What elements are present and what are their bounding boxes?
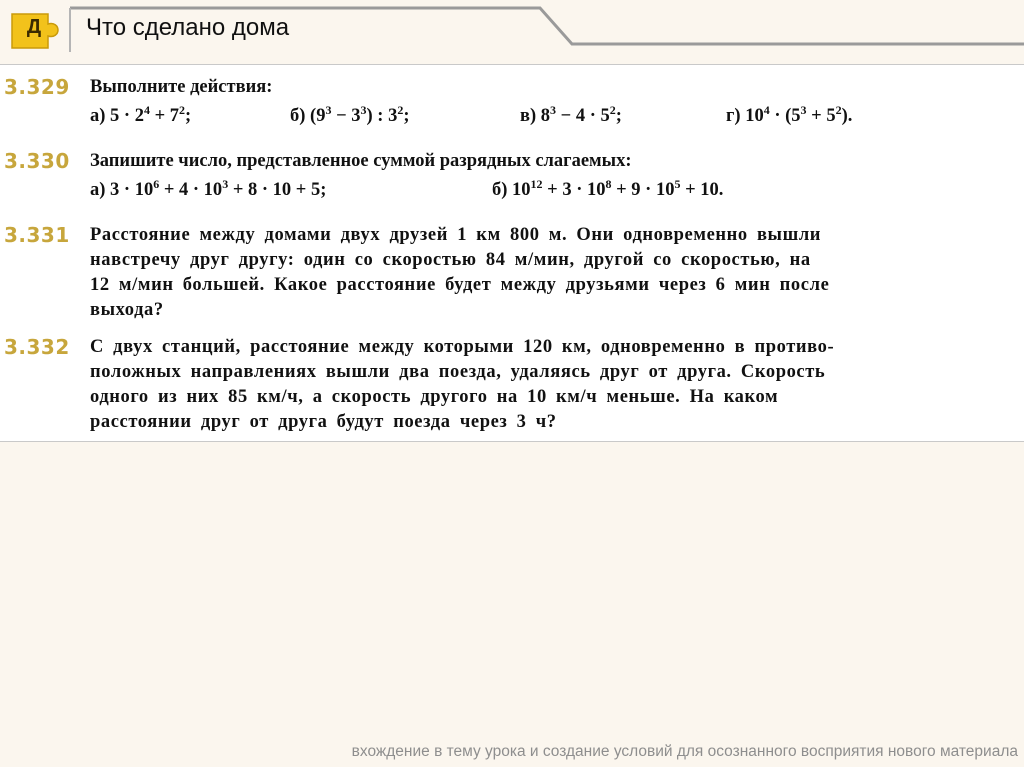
text-line: навстречу друг другу: один со скоростью 84 м/мин, другой со скоростью, на [90, 250, 811, 270]
expression-row [90, 104, 1020, 133]
slide-header [0, 0, 1024, 60]
expression-item-a: а) $3 \cdot 10^6 + 4 \cdot 10^3 + 8 \cdot 10 + 5$; [90, 177, 327, 200]
text-line: выхода? [90, 300, 164, 320]
expression-item-a: а) $5 \cdot 2^4 + 7^2$; [90, 103, 192, 126]
problem-prompt: Запишите число, представленное суммой разрядных слагаемых: [90, 151, 632, 171]
expression-item-b: б) $10^{12} + 3 \cdot 10^8 + 9 \cdot 10^5 + 10$. [492, 177, 724, 200]
expression-item-b: б) $(9^3 - 3^3)$ : $3^2$; [290, 103, 410, 126]
text-line: положных направлениях вышли два поезда, удаляясь друг от друга. Скорость [90, 362, 826, 382]
text-line: 12 м/мин большей. Какое расстояние будет между друзьями через 6 мин после [90, 275, 830, 295]
text-line: одного из них 85 км/ч, а скорость другого на 10 км/ч меньше. На каком [90, 387, 779, 407]
expression-item-g: г) $10^4 \cdot (5^3 + 5^2)$. [726, 103, 853, 126]
problem-text [90, 223, 1020, 323]
expression-item-v: в) $8^3 - 4 \cdot 5^2$; [520, 103, 622, 126]
footer-caption: вхождение в тему урока и создание условий для осознанного восприятия нового материала [351, 743, 1018, 760]
text-line: Расстояние между домами двух друзей 1 км 800 м. Они одновременно вышли [90, 225, 822, 245]
expression-row [90, 178, 1020, 207]
problem-number: 3.332 [4, 335, 70, 359]
textbook-excerpt [0, 64, 1024, 442]
problem-text [90, 335, 1020, 435]
problem-prompt: Выполните действия: [90, 77, 273, 97]
text-line: расстоянии друг от друга будут поезда через 3 ч? [90, 412, 557, 432]
problem-number: 3.329 [4, 75, 70, 99]
problem-number: 3.330 [4, 149, 70, 173]
problem-number: 3.331 [4, 223, 70, 247]
page-title: Что сделано дома [86, 14, 290, 41]
badge-letter: Д [26, 16, 42, 38]
puzzle-badge-icon [8, 8, 58, 50]
text-line: С двух станций, расстояние между которыми 120 км, одновременно в противо- [90, 337, 835, 357]
